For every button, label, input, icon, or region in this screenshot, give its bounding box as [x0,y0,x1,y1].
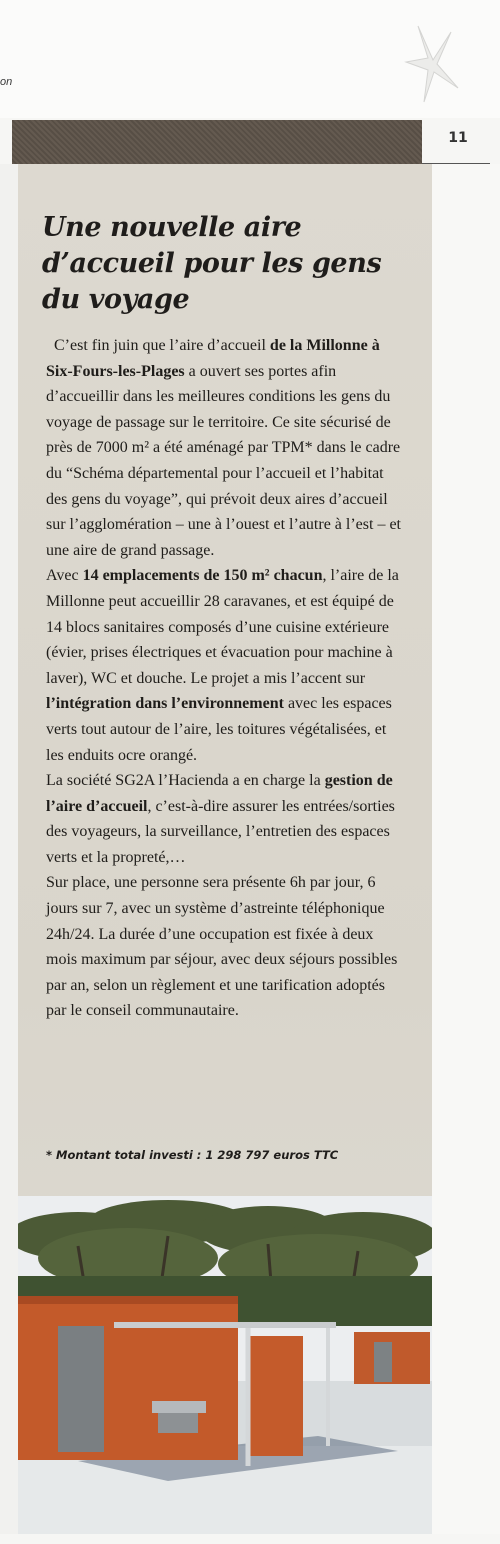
paragraph-text: Sur place, une personne sera présente 6h par jour, 6 jours sur 7, avec un système d’astreinte téléphonique 24h/24. La durée d’une occupation est fixée à deux mois maximum par séjour, avec deux séjours possibles par an, selon un règlement et une tarification adoptés par le conseil communautaire. [46,874,398,1020]
paragraph-text: , l’aire de la Millonne peut accueillir 28 caravanes, et est équipé de 14 blocs sanitaires composés d’une cuisine extérieure (évier, prises électriques et évacuation pour machine à laver), WC et douche. Le projet a mis l’accent sur [46,567,399,687]
emphasis-text: gestion de l’aire d’accueil [46,772,393,815]
article-title: Une nouvelle aire d’accueil pour les gens du voyage [42,212,382,315]
article-paragraph [46,870,402,1024]
emphasis-text: de la Millonne à Six-Fours-les-Plages [46,337,380,380]
photo-illustration [18,1196,432,1534]
paragraph-text: Avec [46,567,83,585]
investment-footnote: * Montant total investi : 1 298 797 euros TTC [46,1148,339,1162]
block-door [58,1326,104,1452]
paragraph-text: La société SG2A l’Hacienda a en charge la [46,772,325,790]
star-logo-icon [404,24,460,104]
paragraph-text: avec les espaces verts tout autour de l’aire, les toitures végétalisées, et les enduits ocre orangé. [46,695,392,764]
paragraph-text: a ouvert ses portes afin d’accueillir dans les meilleures conditions les gens du voyage de passage sur le territoire. Ce site sécurisé de près de 7000 m² a été aménagé par TPM* dans le cadre du “Schéma départemental pour l’accueil et l’habitat des gens du voyage”, qui prévoit deux aires d’accueil sur l’agglomération – une à l’ouest et l’autre à l’est – et une aire de grand passage. [46,362,401,559]
section-label-fragment: on [0,76,13,88]
paragraph-text: C’est fin juin que l’aire d’accueil [54,337,270,354]
sanitary-blocks-photo [18,1196,432,1534]
page-number: 11 [448,130,468,146]
page-margin-left [0,164,18,1534]
header-band [12,120,422,164]
emphasis-text: l’intégration dans l’environnement [46,695,284,713]
emphasis-text: 14 emplacements de 150 m² chacun [82,567,323,585]
article-body [46,333,402,1024]
page-margin-right [432,164,500,1534]
paragraph-text: , c’est-à-dire assurer les entrées/sorties des voyageurs, la surveillance, l’entretien des espaces verts et la propreté,… [46,797,395,866]
article-paragraph [46,333,402,563]
article-paragraph [46,768,402,870]
article-paragraph [46,563,402,768]
